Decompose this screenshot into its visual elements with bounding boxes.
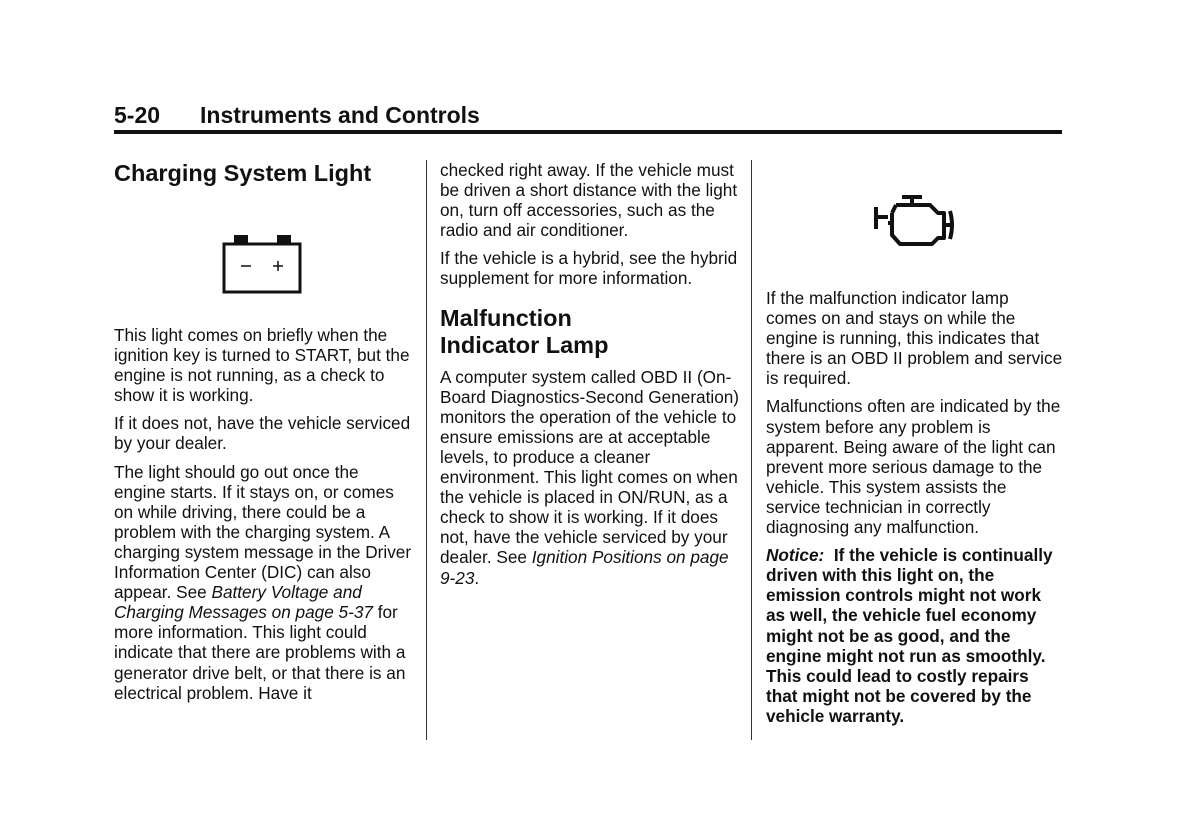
- charging-paragraph-2: If it does not, have the vehicle serviced by your dealer.: [114, 413, 411, 454]
- charging-p3-tail: for more information. This light could indicate that there are problems with a generator drive belt, or that there is an electrical problem. Have it: [114, 602, 406, 703]
- notice-text: If the vehicle is continually driven with this light on, the emission controls might not work as well, the vehicle fuel economy might not be as good, and the engine might not run as smoothly. This could lead to costly repairs that might not be covered by the vehicle warranty.: [766, 545, 1053, 726]
- charging-system-heading: Charging System Light: [114, 160, 372, 186]
- column-2: [440, 160, 740, 596]
- hybrid-paragraph: If the vehicle is a hybrid, see the hybrid supplement for more information.: [440, 248, 738, 289]
- charging-continued-paragraph: checked right away. If the vehicle must be driven a short distance with the light on, turn off accessories, such as the radio and air conditioner.: [440, 160, 738, 241]
- engine-icon: [872, 193, 956, 247]
- column-1: [114, 160, 414, 711]
- charging-paragraph-3: [114, 462, 414, 703]
- charging-p3-text: The light should go out once the engine starts. If it stays on, or comes on while driving, there could be a problem with the charging system. A charging system message in the Driver Information Center (DIC) can also appear. See: [114, 461, 412, 603]
- page-header: [114, 100, 1062, 134]
- ignition-positions-reference[interactable]: Ignition Positions on page 9‑23: [440, 547, 729, 588]
- notice-label: Notice:: [766, 545, 825, 566]
- mil-p1-text: A computer system called OBD II (On-Board Diagnostics-Second Generation) monitors the operation of the vehicle to ensure emissions are at acceptable levels, to produce a cleaner environment. This light comes on when the vehicle is placed in ON/RUN, as a check to show it is working. If it does not, have the vehicle serviced by your dealer. See: [440, 366, 740, 568]
- battery-icon-container: [114, 187, 414, 325]
- section-title: Instruments and Controls: [200, 102, 480, 128]
- mil-paragraph-1: [440, 367, 740, 588]
- mil-p1-tail: .: [474, 567, 480, 588]
- column-divider: [751, 160, 752, 740]
- mil-title-line-2: Indicator Lamp: [440, 331, 609, 358]
- charging-paragraph-1: This light comes on briefly when the ignition key is turned to START, but the engine is not running, as a check to show it is working.: [114, 325, 410, 406]
- mil-title-line-1: Malfunction: [440, 304, 572, 331]
- page-number: 5-20: [114, 102, 161, 128]
- battery-voltage-reference[interactable]: Battery Voltage and Charging Messages on page 5‑37: [114, 582, 373, 623]
- battery-icon: [222, 232, 302, 296]
- notice-paragraph: [766, 545, 1064, 726]
- column-3: [766, 160, 1064, 734]
- mil-paragraph-2: If the malfunction indicator lamp comes on and stays on while the engine is running, this indicates that there is an OBD II problem and service is required.: [766, 288, 1063, 389]
- malfunction-indicator-heading: [440, 305, 740, 359]
- engine-icon-container: [766, 160, 1064, 288]
- mil-paragraph-3: Malfunctions often are indicated by the system before any problem is apparent. Being aware of the light can prevent more serious damage to the vehicle. This system assists the service technician in correctly diagnosing any malfunction.: [766, 396, 1061, 538]
- column-divider: [426, 160, 427, 740]
